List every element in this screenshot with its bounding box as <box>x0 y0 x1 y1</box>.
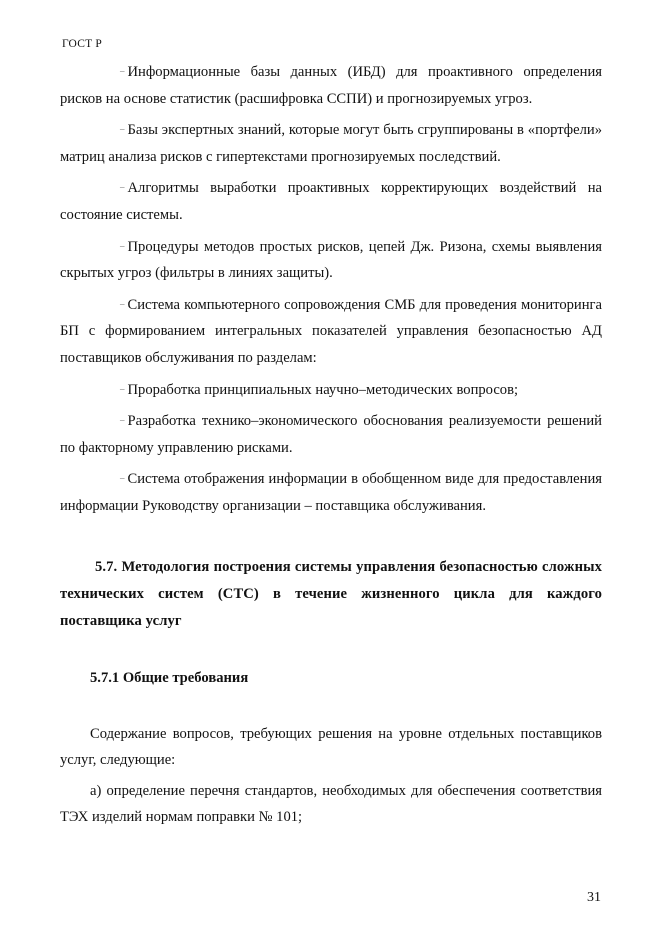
list-item <box>60 58 602 112</box>
list-dash: – <box>120 383 125 394</box>
list-item <box>60 407 602 461</box>
list-dash: – <box>120 240 125 251</box>
list-dash: – <box>120 182 125 193</box>
list-item-text: Базы экспертных знаний, которые могут быть сгруппированы в «портфели» матриц анализа рисков с гипертекстами прогнозируемых последствий. <box>60 122 602 165</box>
list-item-text: Система компьютерного сопровождения СМБ для проведения мониторинга БП с формированием интегральных показателей управления безопасностью АД поставщиков обслуживания по разделам: <box>60 296 602 366</box>
page-body <box>60 58 602 831</box>
section-heading: 5.7. Методология построения системы управления безопасностью сложных технических систем (СТС) в течение жизненного цикла для каждого поставщика услуг <box>60 558 602 629</box>
list-item <box>60 116 602 170</box>
list-dash: – <box>120 66 125 76</box>
body-paragraph: а) определение перечня стандартов, необходимых для обеспечения соответствия ТЭХ изделий нормам поправки № 101; <box>60 782 602 826</box>
list-item <box>60 233 602 287</box>
list-item <box>60 174 602 228</box>
list-dash: – <box>120 473 125 484</box>
page-number: 31 <box>587 890 601 905</box>
subsection-heading: 5.7.1 Общие требования <box>90 669 249 686</box>
list-item-text: Проработка принципиальных научно–методических вопросов; <box>127 381 519 398</box>
list-item-text: Алгоритмы выработки проактивных корректирующих воздействий на состояние системы. <box>60 180 602 223</box>
running-header: ГОСТ Р <box>62 38 102 50</box>
list-item <box>60 291 602 372</box>
list-item <box>60 376 602 404</box>
list-item <box>60 465 602 519</box>
list-dash: – <box>120 298 125 309</box>
list-item-text: Система отображения информации в обобщенном виде для предоставления информации Руководству организации – поставщика обслуживания. <box>60 471 602 514</box>
list-dash: – <box>120 124 125 135</box>
body-paragraph: Содержание вопросов, требующих решения на уровне отдельных поставщиков услуг, следующие: <box>60 725 602 769</box>
list-item-text: Разработка технико–экономического обоснования реализуемости решений по факторному управлению рисками. <box>60 413 602 456</box>
list-item-text: Процедуры методов простых рисков, цепей Дж. Ризона, схемы выявления скрытых угроз (фильтры в линиях защиты). <box>60 238 602 282</box>
list-dash: – <box>120 415 125 426</box>
list-item-text: Информационные базы данных (ИБД) для проактивного определения рисков на основе статистик (расшифровка ССПИ) и прогнозируемых угроз. <box>60 64 602 107</box>
